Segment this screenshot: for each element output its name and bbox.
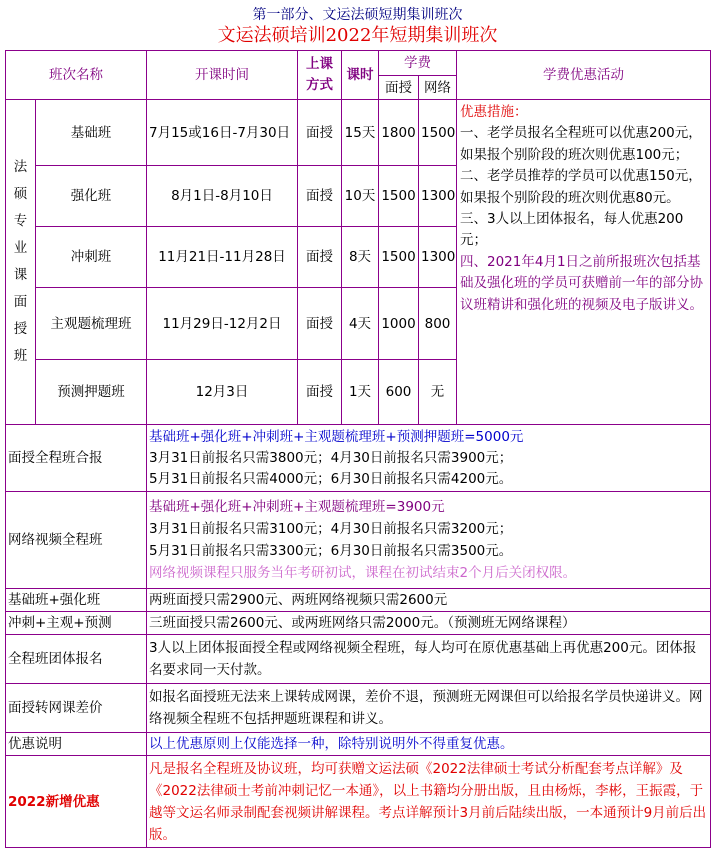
table-row (6, 684, 711, 733)
class-fee-face: 600 (379, 360, 419, 425)
class-mode: 面授 (298, 360, 342, 425)
class-fee-face: 1500 (379, 227, 419, 288)
row-label-net-full: 网络视频全程班 (6, 492, 147, 589)
row-content-face-full: 基础班+强化班+冲刺班+主观题梳理班+预测押题班=5000元 3月31日前报名只需3800元；4月30日前报名只需3900元； 5月31日前报名只需4000元；6月30日前报名只需4200元。 (147, 425, 711, 492)
class-hours: 8天 (342, 227, 379, 288)
class-fee-face: 1000 (379, 288, 419, 360)
table-row (6, 635, 711, 684)
class-fee-face: 1500 (379, 166, 419, 227)
class-hours: 1天 (342, 360, 379, 425)
row-label-face-full: 面授全程班合报 (6, 425, 147, 492)
promo-title: 优惠措施： (460, 104, 528, 120)
class-mode: 面授 (298, 288, 342, 360)
row-content-new2022: 凡是报名全程班及协议班，均可获赠文运法硕《2022法律硕士考试分析配套考点详解》及《2022法律硕士考前冲刺记忆一本通》，以上书籍均分册出版，且由杨烁，李彬，王振霞，于越等文运名师录制配套视频讲解课程。考点详解预计3月前后陆续出版，一本通预计9月前后出版。 (147, 756, 711, 848)
class-start: 11月29日-12月2日 (147, 288, 298, 360)
col-promo-header: 学费优惠活动 (457, 51, 711, 100)
class-name: 预测押题班 (36, 360, 147, 425)
class-hours: 10天 (342, 166, 379, 227)
table-row (6, 589, 711, 612)
page-title: 文运法硕培训2022年短期集训班次 (217, 25, 498, 46)
class-fee-net: 1300 (419, 166, 457, 227)
col-name-header: 班次名称 (6, 51, 147, 100)
class-name: 基础班 (36, 100, 147, 166)
subtitle: 第一部分、文运法硕短期集训班次 (252, 7, 463, 23)
class-start: 8月1日-8月10日 (147, 166, 298, 227)
row-content-transfer: 如报名面授班无法来上课转成网课，差价不退，预测班无网课但可以给报名学员快递讲义。网络视频全程班不包括押题班课程和讲义。 (147, 684, 711, 733)
class-hours: 4天 (342, 288, 379, 360)
class-name: 冲刺班 (36, 227, 147, 288)
class-hours: 15天 (342, 100, 379, 166)
class-fee-net: 无 (419, 360, 457, 425)
class-mode: 面授 (298, 166, 342, 227)
promo-line-1: 一、老学员报名全程班可以优惠200元，如果报个别阶段的班次则优惠100元； (460, 125, 702, 163)
col-fee-face-header: 面授 (379, 76, 419, 100)
table-row (6, 492, 711, 589)
col-start-header: 开课时间 (147, 51, 298, 100)
promo-line-3: 三、3人以上团体报名，每人优惠200元； (460, 211, 684, 249)
class-fee-net: 1300 (419, 227, 457, 288)
class-start: 7月15或16日-7月30日 (147, 100, 298, 166)
row-label-basic-strong: 基础班+强化班 (6, 589, 147, 612)
row-content-sprint: 三班面授只需2600元、或两班网络只需2000元。（预测班无网络课程） (147, 612, 711, 635)
col-mode-header: 上课 方式 (298, 51, 342, 100)
class-name: 强化班 (36, 166, 147, 227)
table-row (6, 612, 711, 635)
col-fee-header: 学费 (379, 51, 457, 76)
col-hours-header: 课时 (342, 51, 379, 100)
row-label-group: 全程班团体报名 (6, 635, 147, 684)
class-fee-net: 1500 (419, 100, 457, 166)
row-content-note: 以上优惠原则上仅能选择一种，除特别说明外不得重复优惠。 (147, 733, 711, 756)
table-row (6, 425, 711, 492)
table-row (6, 100, 711, 166)
table-row (6, 756, 711, 848)
schedule-table (5, 50, 711, 848)
class-mode: 面授 (298, 100, 342, 166)
class-fee-net: 800 (419, 288, 457, 360)
promo-line-4: 四、2021年4月1日之前所报班次包括基础及强化班的学员可获赠前一年的部分协议班精讲和强化班的视频及电子版讲义。 (460, 253, 703, 313)
class-fee-face: 1800 (379, 100, 419, 166)
class-start: 12月3日 (147, 360, 298, 425)
class-start: 11月21日-11月28日 (147, 227, 298, 288)
row-label-sprint: 冲刺+主观+预测 (6, 612, 147, 635)
class-mode: 面授 (298, 227, 342, 288)
promo-line-2: 二、老学员推荐的学员可以优惠150元，如果报个别阶段的班次则优惠80元。 (460, 168, 702, 206)
col-fee-net-header: 网络 (419, 76, 457, 100)
row-label-new2022: 2022新增优惠 (6, 756, 147, 848)
row-label-note: 优惠说明 (6, 733, 147, 756)
table-row (6, 733, 711, 756)
class-name: 主观题梳理班 (36, 288, 147, 360)
promo-cell (457, 100, 711, 425)
row-label-transfer: 面授转网课差价 (6, 684, 147, 733)
group-label: 法 硕 专 业 课 面 授 班 (6, 100, 36, 425)
row-content-group: 3人以上团体报面授全程或网络视频全程班，每人均可在原优惠基础上再优惠200元。团体报名要求同一天付款。 (147, 635, 711, 684)
row-content-basic-strong: 两班面授只需2900元、两班网络视频只需2600元 (147, 589, 711, 612)
row-content-net-full: 基础班+强化班+冲刺班+主观题梳理班=3900元 3月31日前报名只需3100元；4月30日前报名只需3200元； 5月31日前报名只需3300元；6月30日前报名只需3500元。 网络视频课程只服务当年考研初试，课程在初试结束2个月后关闭权限。 (147, 492, 711, 589)
